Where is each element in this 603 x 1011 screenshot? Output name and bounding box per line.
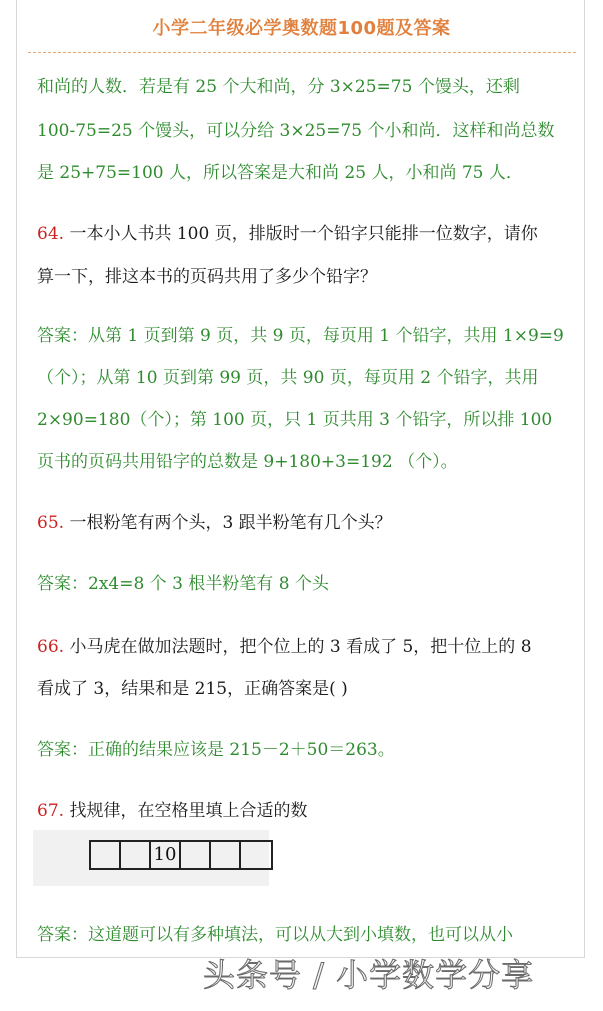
question-number: 65. [37,513,65,533]
answer-line: （个）；从第 10 页到第 99 页，共 90 页，每页用 2 个铅字，共用 [37,368,539,388]
question-67 [37,796,307,821]
question-number: 67. [37,801,65,821]
title-divider [28,52,576,53]
question-number: 64. [37,224,65,244]
grid-cell [91,842,121,868]
watermark: 头条号 / 小学数学分享 [203,956,535,994]
answer-line: 页书的页码共用铅字的总数是 9+180+3=192 （个）。 [37,452,458,472]
question-64 [37,219,538,244]
question-text: 一根粉笔有两个头，3 跟半粉笔有几个头？ [69,513,392,533]
question-text: 小马虎在做加法题时，把个位上的 3 看成了 5，把十位上的 8 [69,637,532,657]
grid-cell [241,842,271,868]
question-number: 66. [37,637,65,657]
intro-line: 和尚的人数．若是有 25 个大和尚，分 3×25=75 个馒头，还剩 [37,77,520,97]
grid-cell [121,842,151,868]
intro-line: 是 25+75=100 人，所以答案是大和尚 25 人，小和尚 75 人． [37,163,523,183]
question-65 [37,508,392,533]
question-text: 看成了 3，结果和是 215，正确答案是( ) [37,679,348,699]
pattern-figure [33,830,269,886]
question-text: 找规律，在空格里填上合适的数 [69,801,308,821]
number-grid [89,840,273,870]
question-66 [37,632,532,657]
answer-line: 答案：这道题可以有多种填法，可以从大到小填数，也可以从小 [37,925,513,945]
grid-cell [211,842,241,868]
answer-line: 答案：2x4=8 个 3 根半粉笔有 8 个头 [37,574,329,594]
grid-cell: 10 [151,842,181,868]
question-text: 一本小人书共 100 页，排版时一个铅字只能排一位数字，请你 [69,224,538,244]
page-title: 小学二年级必学奥数题100题及答案 [152,18,451,39]
question-text: 算一下，排这本书的页码共用了多少个铅字？ [37,267,377,287]
grid-cell [181,842,211,868]
answer-line: 2×90=180（个）；第 100 页，只 1 页共用 3 个铅字，所以排 100 [37,410,553,430]
intro-line: 100-75=25 个馒头，可以分给 3×25=75 个小和尚．这样和尚总数 [37,121,555,141]
answer-line: 答案：正确的结果应该是 215－2＋50＝263。 [37,740,395,760]
answer-line: 答案：从第 1 页到第 9 页，共 9 页，每页用 1 个铅字，共用 1×9=9 [37,326,564,346]
